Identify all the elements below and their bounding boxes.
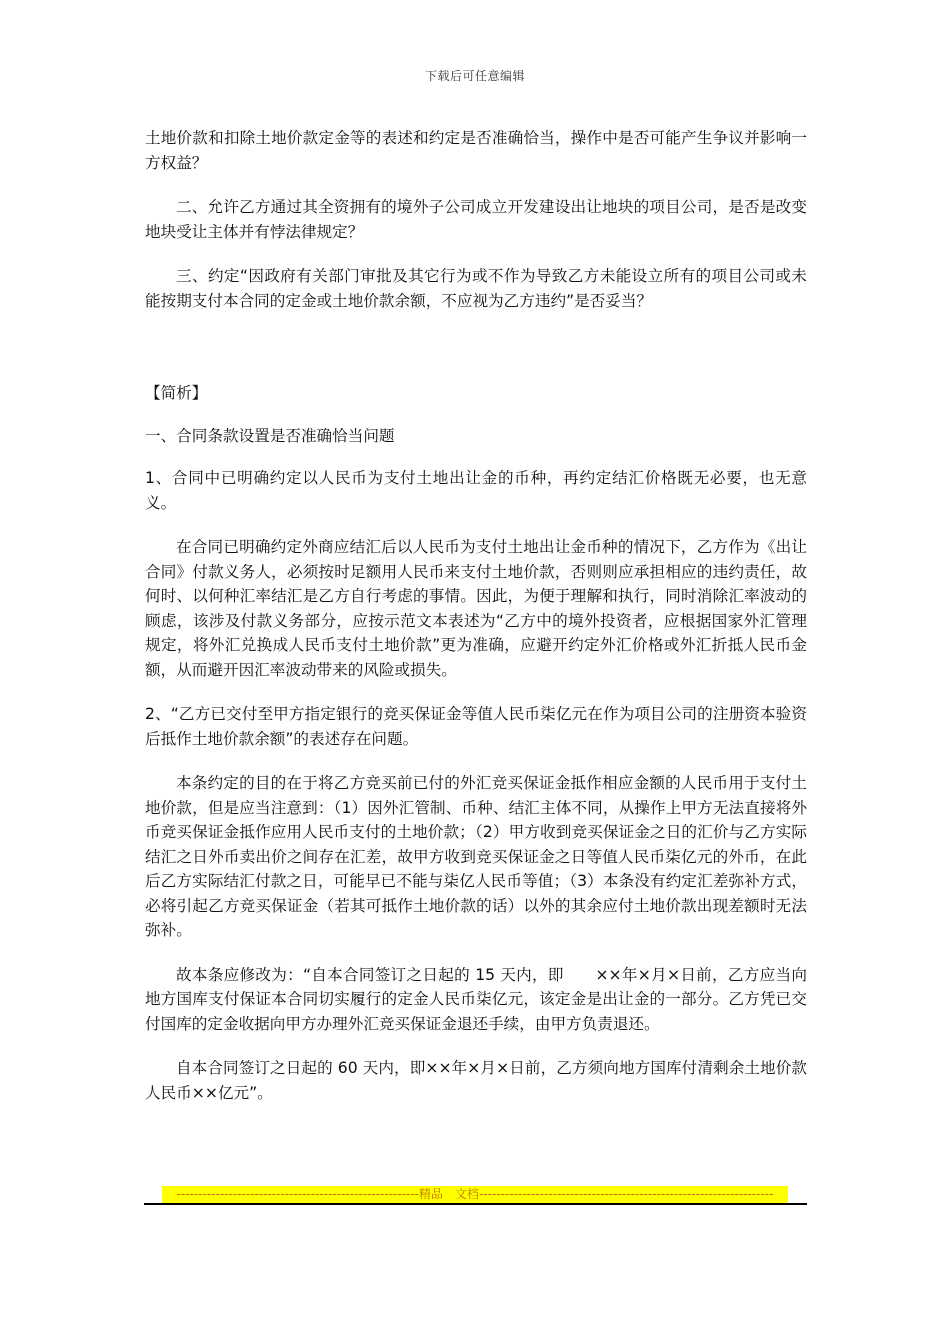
paragraph-continuation: 土地价款和扣除土地价款定金等的表述和约定是否准确恰当，操作中是否可能产生争议并影响一方权益？ bbox=[145, 129, 807, 172]
document-body bbox=[145, 126, 807, 1105]
page-header: 下载后可任意编辑 bbox=[424, 69, 525, 83]
footer-divider bbox=[144, 1203, 807, 1205]
point-one-explanation: 在合同已明确约定外商应结汇后以人民币为支付土地出让金币种的情况下，乙方作为《出让合同》付款义务人，必须按时足额用人民币来支付土地价款，否则则应承担相应的违约责任，故何时、以何种汇率结汇是乙方自行考虑的事情。因此，为便于理解和执行，同时消除汇率波动的顾虑，该涉及付款义务部分，应按示范文本表述为“乙方中的境外投资者，应根据国家外汇管理规定，将外汇兑换成人民币支付土地价款”更为准确，应避开约定外汇价格或外汇折抵人民币金额，从而避开因汇率波动带来的风险或损失。 bbox=[145, 538, 807, 679]
section-heading-analysis: 【简析】 bbox=[145, 384, 208, 402]
question-two: 二、允许乙方通过其全资拥有的境外子公司成立开发建设出让地块的项目公司，是否是改变地块受让主体并有悖法律规定？ bbox=[145, 198, 807, 241]
point-two-explanation: 本条约定的目的在于将乙方竞买前已付的外汇竞买保证金抵作相应金额的人民币用于支付土地价款，但是应当注意到：（1）因外汇管制、币种、结汇主体不同，从操作上甲方无法直接将外币竞买保证金抵作应用人民币支付的土地价款；（2）甲方收到竞买保证金之日的汇价与乙方实际结汇之日外币卖出价之间存在汇差，故甲方收到竞买保证金之日等值人民币柒亿元的外币，在此后乙方实际结汇付款之日，可能早已不能与柒亿人民币等值；（3）本条没有约定汇差弥补方式，必将引起乙方竞买保证金（若其可抵作土地价款的话）以外的其余应付土地价款出现差额时无法弥补。 bbox=[145, 774, 807, 939]
point-two: 2、“乙方已交付至甲方指定银行的竞买保证金等值人民币柒亿元在作为项目公司的注册资本验资后抵作土地价款余额”的表述存在问题。 bbox=[145, 705, 807, 748]
subheading-one: 一、合同条款设置是否准确恰当问题 bbox=[145, 426, 395, 445]
revision-clause-continued: 自本合同签订之日起的 60 天内，即××年×月×日前，乙方须向地方国库付清剩余土地价款人民币××亿元”。 bbox=[145, 1059, 807, 1102]
question-three: 三、约定“因政府有关部门审批及其它行为或不作为导致乙方未能设立所有的项目公司或未能按期支付本合同的定金或土地价款余额，不应视为乙方违约”是否妥当？ bbox=[145, 267, 807, 310]
revision-clause: 故本条应修改为：“自本合同签订之日起的 15 天内，即 ××年×月×日前，乙方应当向地方国库支付保证本合同切实履行的定金人民币柒亿元，该定金是出让金的一部分。乙方凭已交付国库的定金收据向甲方办理外汇竞买保证金退还手续，由甲方负责退还。 bbox=[145, 965, 807, 1033]
point-one: 1、合同中已明确约定以人民币为支付土地出让金的币种，再约定结汇价格既无必要，也无意义。 bbox=[145, 469, 807, 512]
page-footer: --------------------------------------------------------精品 文档-------------------------------------------------------------------- bbox=[162, 1186, 788, 1203]
